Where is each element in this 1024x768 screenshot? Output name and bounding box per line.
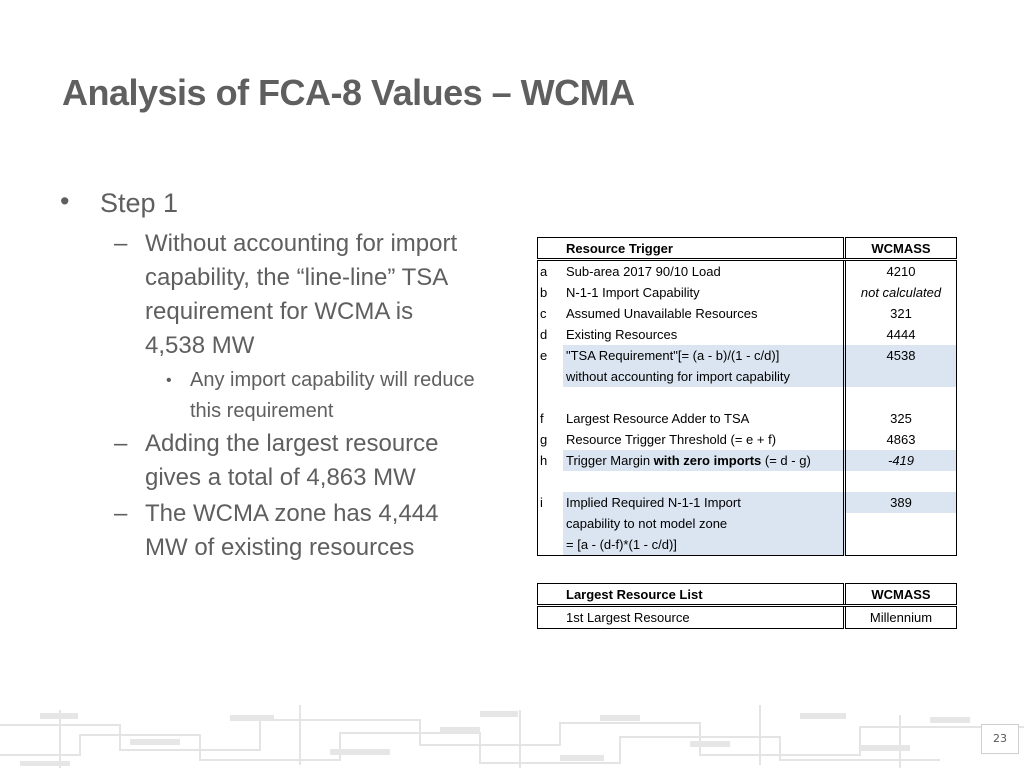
table-row: h Trigger Margin with zero imports (= d - g) -419 [538,450,957,471]
table-row: c Assumed Unavailable Resources 321 [538,303,957,324]
sub-bullet-item: • Any import capability will reduce this requirement [58,365,478,427]
bullet-list [58,188,478,567]
table-row: d Existing Resources 4444 [538,324,957,345]
bullet-item: – Adding the largest resource gives a total of 4,863 MW [58,427,478,495]
table-row: capability to not model zone [538,513,957,534]
bullet-item: – Without accounting for import capability, the “line-line” TSA requirement for WCMA is 4,538 MW [58,227,478,363]
largest-resource-table [537,583,957,629]
table-row [538,387,957,408]
dash-marker: – [114,230,128,257]
table-row: 1st Largest Resource Millennium [538,606,957,629]
header-value: WCMASS [845,584,957,606]
table-header-row [538,584,957,606]
table-row: without accounting for import capability [538,366,957,387]
page-number: 23 [981,724,1019,754]
slide-title: Analysis of FCA-8 Values – WCMA [62,72,635,113]
table-row: f Largest Resource Adder to TSA 325 [538,408,957,429]
header-label: Largest Resource List [563,584,845,606]
bullet-dot: • [166,372,172,389]
header-value: WCMASS [845,238,957,260]
table-row: i Implied Required N-1-1 Import 389 [538,492,957,513]
table-row: g Resource Trigger Threshold (= e + f) 4863 [538,429,957,450]
table-row [538,471,957,492]
header-label: Resource Trigger [563,238,845,260]
circuit-decoration [0,705,1024,768]
bullet-step: • Step 1 [58,188,478,219]
table-row: a Sub-area 2017 90/10 Load 4210 [538,260,957,283]
table-row: b N-1-1 Import Capability not calculated [538,282,957,303]
dash-marker: – [114,430,128,457]
table-row: e "TSA Requirement"[= (a - b)/(1 - c/d)] 4538 [538,345,957,366]
bullet-item: – The WCMA zone has 4,444 MW of existing resources [58,497,478,565]
dash-marker: – [114,500,128,527]
resource-trigger-table [537,237,957,556]
table-row: = [a - (d-f)*(1 - c/d)] [538,534,957,556]
table-header-row [538,238,957,260]
